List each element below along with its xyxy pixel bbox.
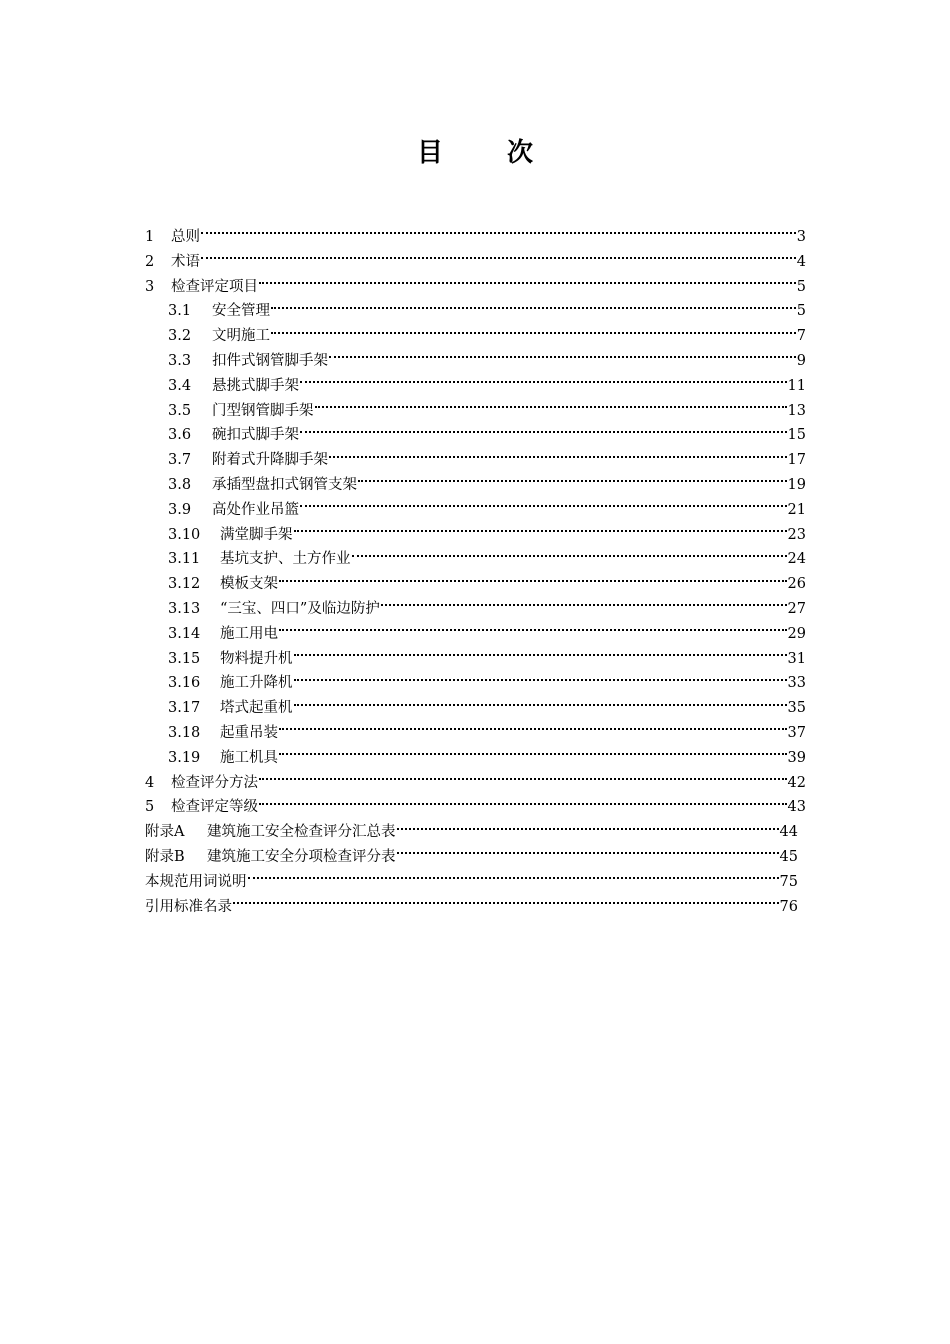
toc-entry-label: 碗扣式脚手架 — [212, 427, 299, 444]
toc-entry[interactable] — [145, 275, 806, 300]
toc-entry-page: 24 — [787, 551, 806, 568]
toc-entry[interactable] — [168, 324, 806, 349]
toc-leader-dots — [300, 431, 787, 433]
toc-entry[interactable] — [168, 572, 806, 597]
toc-entry[interactable] — [145, 845, 798, 870]
toc-entry-number: 3.13 — [168, 601, 201, 617]
toc-entry-page: 31 — [787, 650, 806, 667]
toc-entry-number: 3.3 — [168, 353, 192, 369]
toc-entry-page: 76 — [779, 898, 798, 915]
toc-leader-dots — [294, 654, 787, 656]
toc-leader-dots — [352, 555, 787, 557]
toc-entry-number: 3.12 — [168, 576, 201, 593]
toc-entry-label: 满堂脚手架 — [220, 526, 293, 543]
toc-entry-page: 42 — [787, 774, 806, 791]
toc-leader-dots — [358, 480, 787, 482]
toc-entry[interactable] — [145, 795, 806, 820]
toc-entry-label: 扣件式钢管脚手架 — [212, 353, 328, 369]
toc-entry-page: 13 — [787, 402, 806, 419]
toc-entry-number: 3.8 — [168, 477, 192, 493]
toc-leader-dots — [329, 456, 787, 458]
toc-entry[interactable] — [145, 820, 798, 845]
toc-entry[interactable] — [168, 746, 806, 771]
toc-entry-page: 5 — [796, 303, 806, 320]
toc-entry-label: 安全管理 — [212, 303, 270, 320]
toc-entry-page: 44 — [779, 824, 798, 841]
toc-leader-dots — [279, 580, 787, 582]
toc-entry-number: 3.10 — [168, 526, 201, 543]
toc-leader-dots — [381, 604, 787, 606]
toc-entry[interactable] — [145, 250, 806, 275]
toc-entry-number: 1 — [145, 229, 155, 245]
toc-entry-number: 3.7 — [168, 452, 192, 469]
toc-entry-label: 高处作业吊篮 — [212, 501, 299, 518]
toc-entry-label: 本规范用词说明 — [145, 873, 247, 890]
title-char-2: 次 — [507, 138, 534, 168]
toc-entry-label: 文明施工 — [212, 328, 270, 345]
toc-entry-number: 3.2 — [168, 328, 192, 345]
toc-entry-page: 75 — [779, 873, 798, 890]
toc-entry-label: 塔式起重机 — [220, 700, 293, 717]
toc-entry-label: 检查评分方法 — [171, 774, 258, 791]
toc-entry-page: 29 — [787, 625, 806, 642]
toc-entry-number: 2 — [145, 253, 155, 270]
toc-entry[interactable] — [168, 399, 806, 424]
toc-entry[interactable] — [168, 597, 806, 622]
toc-leader-dots — [300, 505, 787, 507]
toc-entry-label: 施工用电 — [220, 625, 278, 642]
toc-entry-label: 术语 — [171, 253, 200, 270]
toc-leader-dots — [259, 282, 796, 284]
toc-leader-dots — [259, 778, 787, 780]
toc-leader-dots — [279, 629, 787, 631]
toc-entry[interactable] — [168, 473, 806, 498]
toc-entry-label: 模板支架 — [220, 576, 278, 593]
toc-entry[interactable] — [168, 349, 806, 374]
toc-entry-label: 检查评定等级 — [171, 799, 258, 816]
toc-leader-dots — [294, 679, 787, 681]
toc-entry-label: 建筑施工安全分项检查评分表 — [207, 849, 396, 865]
toc-leader-dots — [271, 307, 796, 309]
toc-entry-page: 4 — [796, 253, 806, 270]
toc-entry-number: 3.1 — [168, 303, 192, 320]
toc-entry[interactable] — [168, 448, 806, 473]
toc-entry[interactable] — [168, 721, 806, 746]
toc-leader-dots — [279, 753, 787, 755]
toc-entry[interactable] — [168, 671, 806, 696]
toc-entry[interactable] — [168, 374, 806, 399]
toc-leader-dots — [201, 257, 796, 259]
toc-entry-label: 总则 — [171, 229, 200, 245]
toc-entry[interactable] — [145, 225, 806, 250]
toc-entry-page: 9 — [796, 353, 806, 369]
toc-leader-dots — [300, 381, 787, 383]
toc-leader-dots — [279, 728, 787, 730]
toc-leader-dots — [248, 877, 779, 879]
toc-leader-dots — [271, 332, 796, 334]
toc-entry[interactable] — [168, 696, 806, 721]
toc-entry-label: 附着式升降脚手架 — [212, 452, 328, 469]
toc-entry-number: 3.17 — [168, 700, 201, 717]
toc-entry-label: “三宝、四口”及临边防护 — [220, 601, 380, 617]
toc-entry-page: 17 — [787, 452, 806, 469]
toc-leader-dots — [201, 232, 796, 234]
toc-entry-label: 起重吊装 — [220, 725, 278, 741]
toc-entry-label: 施工升降机 — [220, 675, 293, 692]
toc-entry-page: 21 — [787, 501, 806, 518]
toc-entry-number: 3.5 — [168, 402, 192, 419]
toc-leader-dots — [294, 704, 787, 706]
toc-leader-dots — [294, 530, 787, 532]
toc-leader-dots — [259, 803, 787, 805]
toc-entry-page: 35 — [787, 700, 806, 717]
toc-entry-number: 5 — [145, 799, 155, 816]
toc-entry-number: 3.4 — [168, 377, 192, 394]
toc-entry-label: 承插型盘扣式钢管支架 — [212, 477, 357, 493]
toc-entry-page: 37 — [787, 725, 806, 741]
toc-entry-page: 19 — [787, 477, 806, 493]
toc-entry-page: 45 — [779, 849, 798, 865]
toc-entry-page: 23 — [787, 526, 806, 543]
toc-entry-page: 33 — [787, 675, 806, 692]
toc-entry-page: 11 — [787, 377, 806, 394]
toc-entry-page: 26 — [787, 576, 806, 593]
toc-entry[interactable] — [168, 299, 806, 324]
toc-leader-dots — [233, 902, 779, 904]
toc-entry-label: 物料提升机 — [220, 650, 293, 667]
toc-leader-dots — [329, 356, 796, 358]
toc-entry-page: 27 — [787, 601, 806, 617]
toc-entry-number: 3.15 — [168, 650, 201, 667]
toc-entry-number: 3.18 — [168, 725, 201, 741]
toc-entry[interactable] — [168, 423, 806, 448]
toc-entry-page: 3 — [796, 229, 806, 245]
toc-entry-label: 施工机具 — [220, 749, 278, 766]
toc-entry[interactable] — [145, 895, 798, 920]
toc-entry[interactable] — [168, 622, 806, 647]
toc-entry-number: 附录B — [145, 849, 185, 865]
toc-entry[interactable] — [145, 870, 798, 895]
toc-entry[interactable] — [168, 498, 806, 523]
toc-entry-number: 3 — [145, 278, 155, 295]
toc-entry-number: 附录A — [145, 824, 185, 841]
toc-entry[interactable] — [168, 647, 806, 672]
toc-entry-number: 3.6 — [168, 427, 192, 444]
toc-entry[interactable] — [145, 771, 806, 796]
toc-entry-label: 基坑支护、土方作业 — [220, 551, 351, 568]
page-title — [0, 132, 950, 169]
toc-entry-label: 门型钢管脚手架 — [212, 402, 314, 419]
toc-entry-label: 建筑施工安全检查评分汇总表 — [207, 824, 396, 841]
toc-entry-page: 7 — [796, 328, 806, 345]
toc-entry-number: 3.11 — [168, 551, 201, 568]
toc-entry-number: 3.19 — [168, 749, 201, 766]
toc-entry-number: 3.16 — [168, 675, 201, 692]
toc-entry-label: 引用标准名录 — [145, 898, 232, 915]
toc-leader-dots — [315, 406, 787, 408]
toc-entry-label: 检查评定项目 — [171, 278, 258, 295]
toc-entry-page: 5 — [796, 278, 806, 295]
toc-entry[interactable] — [168, 547, 806, 572]
toc-entry-label: 悬挑式脚手架 — [212, 377, 299, 394]
toc-entry-number: 3.14 — [168, 625, 201, 642]
toc-leader-dots — [397, 828, 779, 830]
toc-entry-page: 15 — [787, 427, 806, 444]
title-char-1: 目 — [416, 138, 443, 168]
toc-entry-page: 43 — [787, 799, 806, 816]
toc-entry-number: 3.9 — [168, 501, 192, 518]
toc-entry-number: 4 — [145, 774, 155, 791]
toc-entry-page: 39 — [787, 749, 806, 766]
toc-entry[interactable] — [168, 523, 806, 548]
toc-leader-dots — [397, 852, 779, 854]
